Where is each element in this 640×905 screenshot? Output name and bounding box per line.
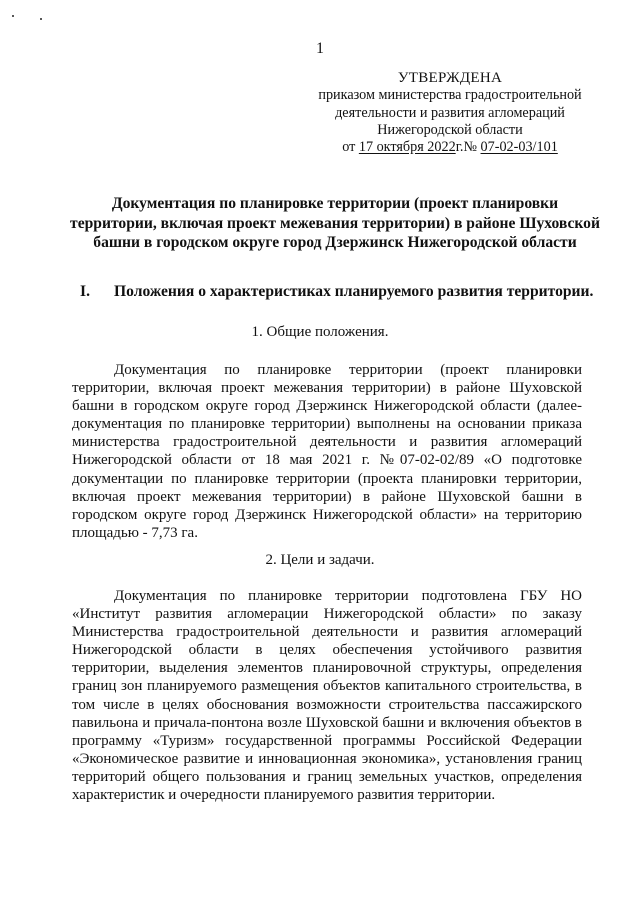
scan-speck xyxy=(40,18,42,20)
approval-line: приказом министерства градостроительной xyxy=(318,87,582,104)
approval-line: деятельности и развития агломераций xyxy=(335,104,565,121)
approval-number: 07-02-03/101 xyxy=(480,139,558,156)
approval-heading: УТВЕРЖДЕНА xyxy=(397,70,503,86)
section-title: Положения о характеристиках планируемого развития территории. xyxy=(114,283,594,300)
paragraph-goals: Документация по планировке территории подготовлена ГБУ НО «Институт развития агломерации Нижегородской области» по заказу Министерства градостроительной деятельности и развития агломераций Нижегородской области в целях обеспечения устойчивого развития территории, выделения элементов планировочной структуры, определения границ зон планируемого размещения объектов капитального строительства, в том числе в целях обоснования возможности строительства пассажирского павильона и причала-понтона возле Шуховской башни и включения объектов в программу «Туризм» государственной программы Российской Федерации «Экономическое развитие и инновационная экономика», установления границ территорий общего пользования и границ земельных участков, определения характеристик и очередности планируемого развития территории. xyxy=(72,588,582,804)
approval-date-line xyxy=(300,139,600,156)
subsection-heading-general: 1. Общие положения. xyxy=(251,324,389,340)
paragraph-general: Документация по планировке территории (проект планировки территории, включая проект межевания территории) в районе Шуховской башни в городском округе город Дзержинск Нижегородской области (далее-документация по планировке территории) выполнены на основании приказа министерства градостроительной деятельности и развития агломераций Нижегородской области от 18 мая 2021 г. №07-02-02/89 «О подготовке документации по планировке территории (проекта планировки территории, включая проект межевания территории) в районе Шуховской башни в городском округе город Дзержинск Нижегородской области» на территорию площадью - 7,73 га. xyxy=(72,362,582,541)
approval-date-prefix: от xyxy=(342,139,359,156)
scan-speck xyxy=(12,15,14,17)
page-number: 1 xyxy=(316,40,324,57)
section-number: I. xyxy=(80,283,90,300)
approval-line: Нижегородской области xyxy=(377,121,523,138)
section-heading xyxy=(80,283,593,301)
document-title: Документация по планировке территории (проект планировки территории, включая проект межевания территории) в районе Шуховской башни в городском округе город Дзержинск Нижегородской области xyxy=(70,195,600,252)
approval-date: 17 октября 2022 xyxy=(358,139,456,156)
subsection-heading-goals: 2. Цели и задачи. xyxy=(265,552,375,568)
approval-number-prefix: г.№ xyxy=(455,139,481,156)
approval-block xyxy=(300,70,600,156)
